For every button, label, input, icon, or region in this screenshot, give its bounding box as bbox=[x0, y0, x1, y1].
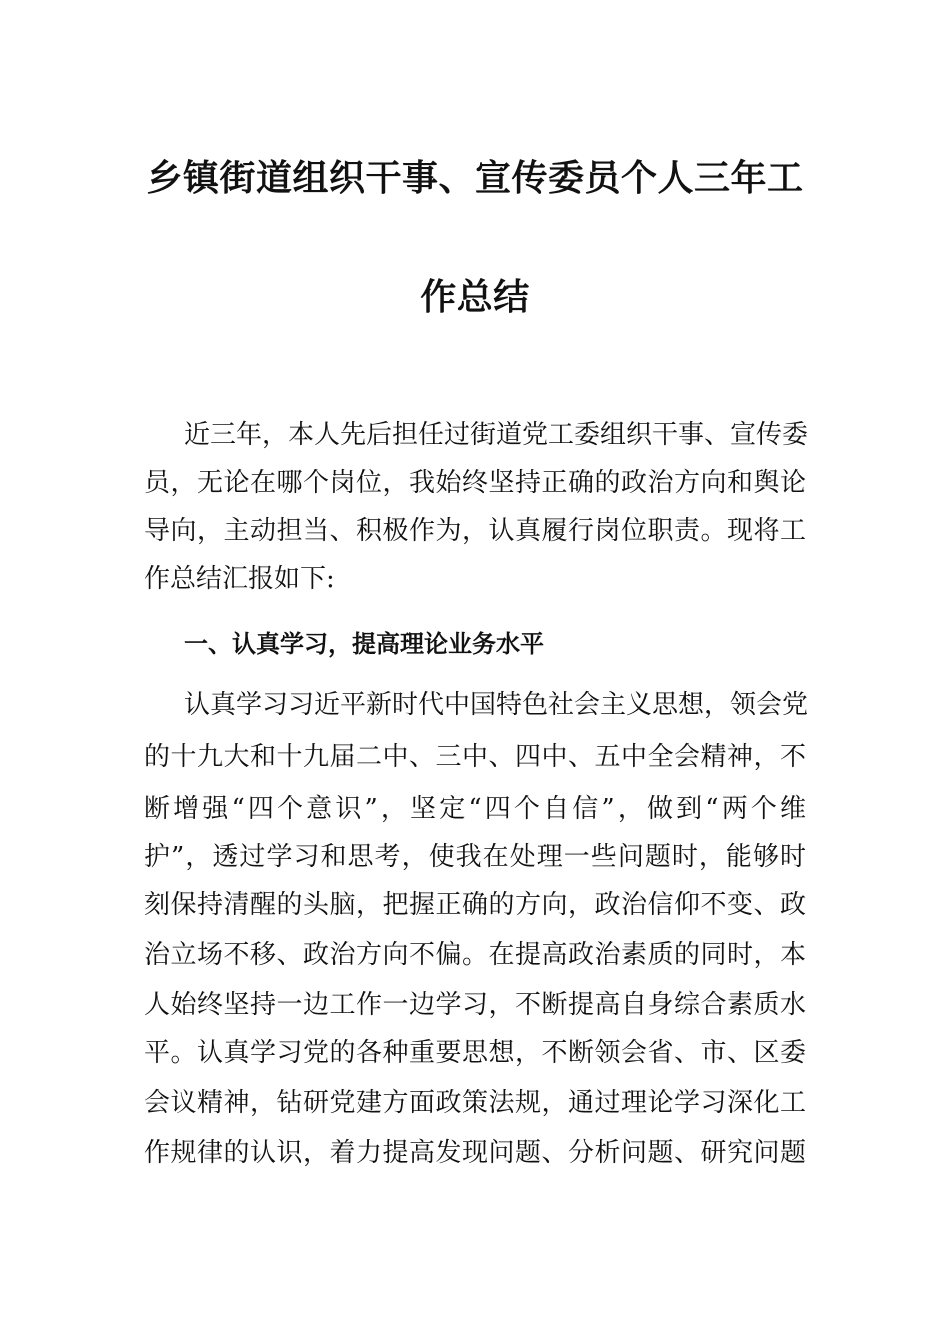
section-1-paragraph-line: 治立场不移、政治方向不偏。在提高政治素质的同时，本 bbox=[144, 940, 806, 970]
section-1-paragraph-line: 护”，透过学习和思考，使我在处理一些问题时，能够时 bbox=[144, 842, 806, 872]
section-1-paragraph-line: 人始终坚持一边工作一边学习，不断提高自身综合素质水 bbox=[144, 990, 806, 1020]
intro-paragraph-line: 近三年，本人先后担任过街道党工委组织干事、宣传委 bbox=[184, 420, 809, 450]
section-1-paragraph-line: 断增强“四个意识”，坚定“四个自信”，做到“两个维 bbox=[144, 794, 806, 824]
intro-paragraph-line: 作总结汇报如下: bbox=[144, 564, 335, 594]
section-1-paragraph-line: 的十九大和十九届二中、三中、四中、五中全会精神，不 bbox=[144, 742, 806, 772]
section-1-paragraph-line: 刻保持清醒的头脑，把握正确的方向，政治信仰不变、政 bbox=[144, 890, 806, 920]
section-1-paragraph-line: 平。认真学习党的各种重要思想，不断领会省、市、区委 bbox=[144, 1038, 806, 1068]
section-1-paragraph-line: 认真学习习近平新时代中国特色社会主义思想，领会党 bbox=[184, 690, 809, 720]
section-1-heading: 一、认真学习，提高理论业务水平 bbox=[184, 630, 544, 658]
document-title-line-2: 作总结 bbox=[420, 276, 530, 318]
section-1-paragraph-line: 作规律的认识，着力提高发现问题、分析问题、研究问题 bbox=[144, 1138, 806, 1168]
document-title-line-1: 乡镇街道组织干事、宣传委员个人三年工 bbox=[146, 157, 804, 199]
intro-paragraph-line: 导向，主动担当、积极作为，认真履行岗位职责。现将工 bbox=[144, 516, 806, 546]
intro-paragraph-line: 员，无论在哪个岗位，我始终坚持正确的政治方向和舆论 bbox=[144, 468, 806, 498]
section-1-paragraph-line: 会议精神，钻研党建方面政策法规，通过理论学习深化工 bbox=[144, 1088, 806, 1118]
